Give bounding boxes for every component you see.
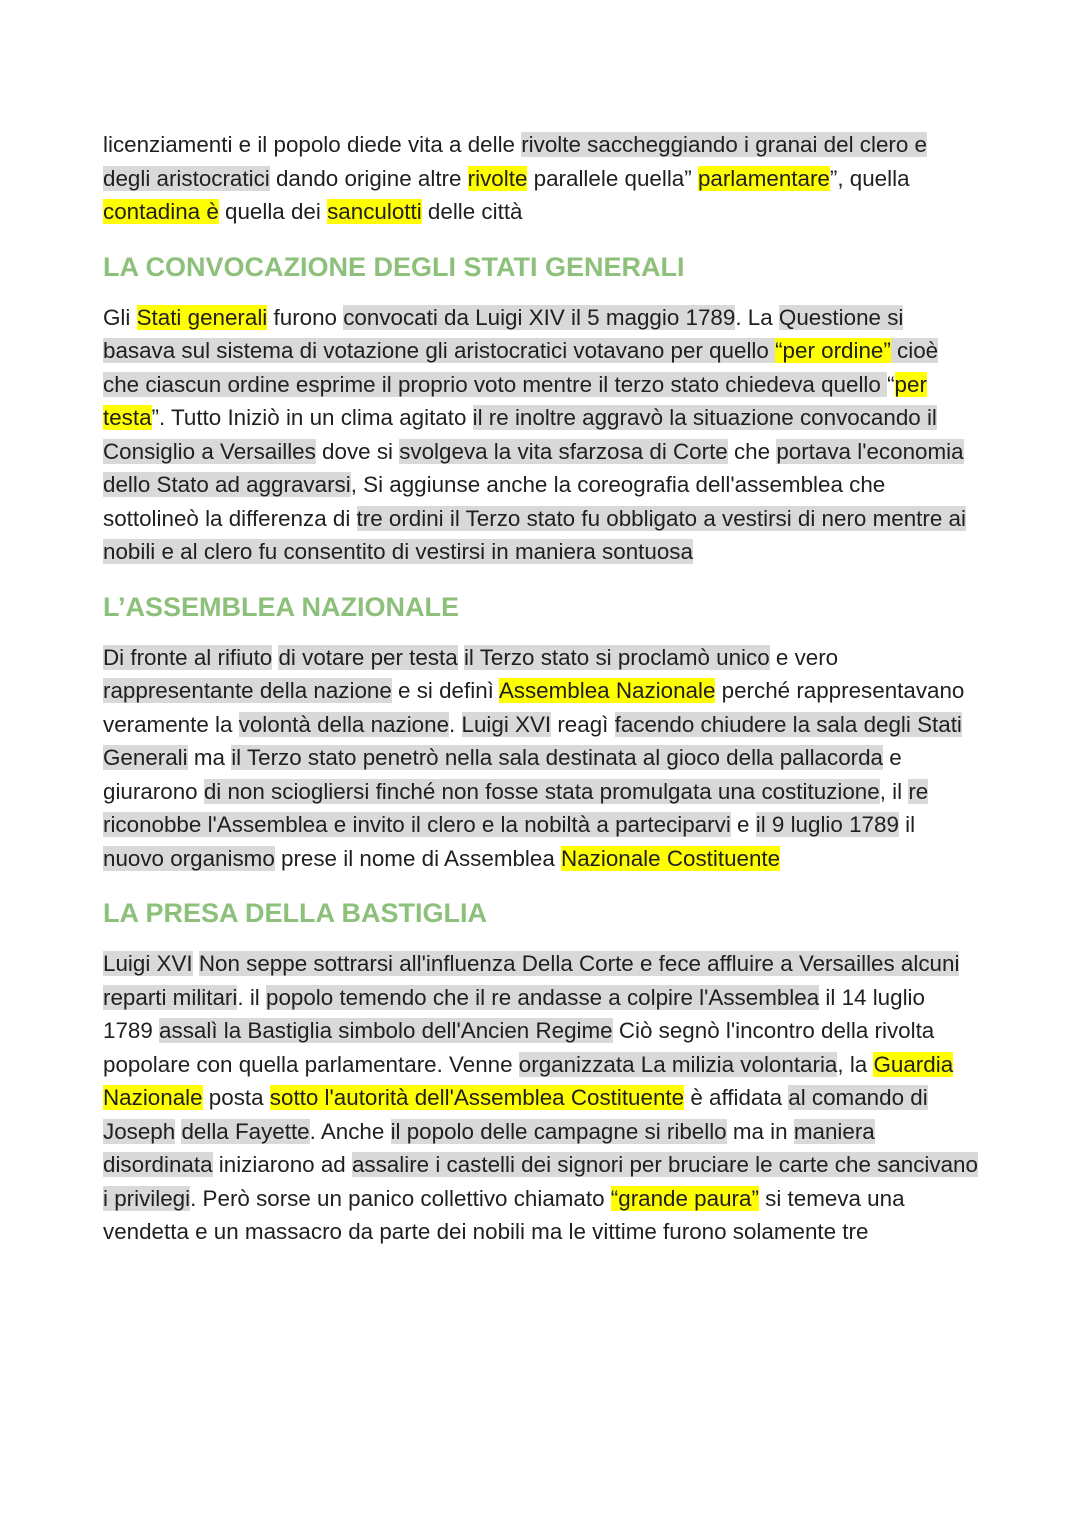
body-text: parallele quella” (527, 165, 698, 191)
body-text: furono (267, 304, 344, 330)
body-text: dando origine altre (269, 165, 468, 191)
body-text: e (730, 812, 756, 837)
highlight-yellow-text: contadina è (103, 199, 219, 224)
body-text: , il (879, 778, 909, 804)
highlight-grey-text: assalì la Bastiglia simbolo dell'Ancien Regime (159, 1018, 613, 1043)
body-text: Gli (103, 304, 137, 330)
body-text: . Anche (309, 1118, 391, 1144)
highlight-yellow-text: Stati generali (136, 304, 268, 330)
highlight-yellow-text: sotto l'autorità dell'Assemblea Costituente (269, 1085, 685, 1110)
convocazione-paragraph (103, 301, 980, 569)
highlight-yellow-text: sanculotti (327, 199, 422, 224)
highlight-yellow-text: rivolte (467, 165, 528, 191)
highlight-grey-text: rivolte saccheggiando i granai del clero e degli aristocratici (103, 132, 927, 191)
body-text: licenziamenti e il popolo diede vita a delle (103, 132, 522, 157)
body-text: ma in (726, 1118, 794, 1144)
body-text: iniziarono ad (212, 1152, 352, 1177)
assemblea-paragraph (103, 641, 980, 876)
highlight-grey-text: il 9 luglio 1789 (755, 812, 899, 837)
heading-presa-bastiglia: LA PRESA DELLA BASTIGLIA (103, 898, 487, 928)
body-text: posta (202, 1085, 270, 1110)
highlight-yellow-text: Assemblea Nazionale (498, 678, 716, 703)
highlight-yellow-text: parlamentare (697, 165, 830, 191)
body-text: . (449, 711, 462, 737)
body-text: . il (237, 984, 266, 1010)
highlight-grey-text: convocati da Luigi XIV il 5 maggio 1789 (343, 304, 736, 330)
body-text: quella dei (218, 199, 328, 224)
highlight-grey-text: tre ordini il Terzo stato fu obbligato a vestirsi di nero mentre ai nobili e al clero fu consentito di vestirsi in maniera sontuosa (103, 505, 966, 564)
heading-convocazione: LA CONVOCAZIONE DEGLI STATI GENERALI (103, 251, 685, 282)
highlight-grey-text: rappresentante della nazione (103, 678, 392, 703)
body-text: il 14 luglio 1789 (103, 984, 925, 1043)
highlight-grey-text: di non sciogliersi finché non fosse stata promulgata una costituzione (203, 778, 880, 804)
body-text: “ (887, 371, 895, 397)
body-text: reagì (551, 711, 615, 737)
body-text: e si definì (391, 678, 499, 703)
body-text: ma (187, 745, 232, 770)
highlight-grey-text: re riconobbe l'Assemblea e invito il clero e la nobiltà a parteciparvi (103, 778, 929, 837)
body-text: e vero (769, 644, 839, 670)
highlight-grey-text: portava l'economia dello Stato ad aggravarsi (103, 438, 964, 497)
body-text: perché rappresentavano veramente la (103, 678, 965, 737)
highlight-grey-text: popolo temendo che il re andasse a colpire l'Assemblea (266, 984, 820, 1010)
body-text: ”. Tutto Iniziò in un clima agitato (151, 405, 473, 430)
body-text: , la (837, 1051, 874, 1077)
highlight-grey-text: volontà della nazione (238, 711, 450, 737)
body-text: che (727, 438, 777, 464)
highlight-yellow-text: per testa (103, 371, 927, 430)
body-text: delle città (421, 199, 523, 224)
highlight-grey-text: Non seppe sottrarsi all'influenza Della Corte e fece affluire a Versailles alcuni reparti militari (103, 951, 960, 1010)
highlight-grey-text: nuovo organismo (103, 845, 275, 871)
body-text: ”, quella (829, 165, 910, 191)
highlight-yellow-text: “per ordine” (775, 338, 891, 363)
body-text: si temeva una vendetta e un massacro da parte dei nobili ma le vittime furono solamente tre (103, 1185, 905, 1244)
body-text (193, 951, 199, 976)
body-text: e giurarono (103, 745, 902, 804)
highlight-grey-text: il re inoltre aggravò la situazione convocando il Consiglio a Versailles (103, 405, 937, 464)
highlight-yellow-text: Guardia Nazionale (103, 1051, 954, 1110)
highlight-grey-text: facendo chiudere la sala degli Stati Generali (103, 711, 962, 770)
highlight-grey-text: cioè che ciascun ordine esprime il proprio voto mentre il terzo stato chiedeva quello (103, 338, 939, 397)
highlight-grey-text: di votare per testa (278, 644, 458, 670)
highlight-grey-text: svolgeva la vita sfarzosa di Corte (399, 438, 728, 464)
highlight-grey-text: assalire i castelli dei signori per bruciare le carte che sancivano i privilegi (103, 1152, 978, 1211)
highlight-grey-text: Luigi XVI (103, 951, 193, 976)
body-text: Ciò segnò l'incontro della rivolta popolare con quella parlamentare. Venne (103, 1018, 935, 1077)
highlight-grey-text: il Terzo stato si proclamò unico (463, 644, 770, 670)
highlight-grey-text: maniera disordinata (103, 1118, 875, 1177)
highlight-grey-text: Di fronte al rifiuto (103, 644, 273, 670)
highlight-grey-text: Luigi XVI (461, 711, 552, 737)
highlight-grey-text: della Fayette (181, 1118, 310, 1144)
intro-paragraph (103, 128, 980, 229)
highlight-grey-text: il popolo delle campagne si ribello (390, 1118, 727, 1144)
highlight-yellow-text: Nazionale Costituente (561, 845, 781, 871)
body-text: . La (735, 304, 779, 330)
body-text: è affidata (684, 1085, 789, 1110)
highlight-grey-text: organizzata La milizia volontaria (518, 1051, 838, 1077)
body-text: il (898, 812, 916, 837)
highlight-grey-text: Questione si basava sul sistema di votazione gli aristocratici votavano per quello (103, 304, 904, 363)
body-text: . Però sorse un panico collettivo chiamato (190, 1185, 611, 1211)
highlight-yellow-text: “grande paura” (610, 1185, 759, 1211)
body-text: dove si (315, 438, 400, 464)
highlight-grey-text: il Terzo stato penetrò nella sala destinata al gioco della pallacorda (231, 745, 884, 770)
highlight-grey-text: al comando di Joseph (103, 1085, 928, 1144)
body-text: , Si aggiunse anche la coreografia dell'assemblea che sottolineò la differenza di (103, 472, 886, 531)
body-text: prese il nome di Assemblea (274, 845, 562, 871)
heading-assemblea-nazionale: L’ASSEMBLEA NAZIONALE (103, 591, 460, 622)
bastiglia-paragraph (103, 947, 980, 1249)
